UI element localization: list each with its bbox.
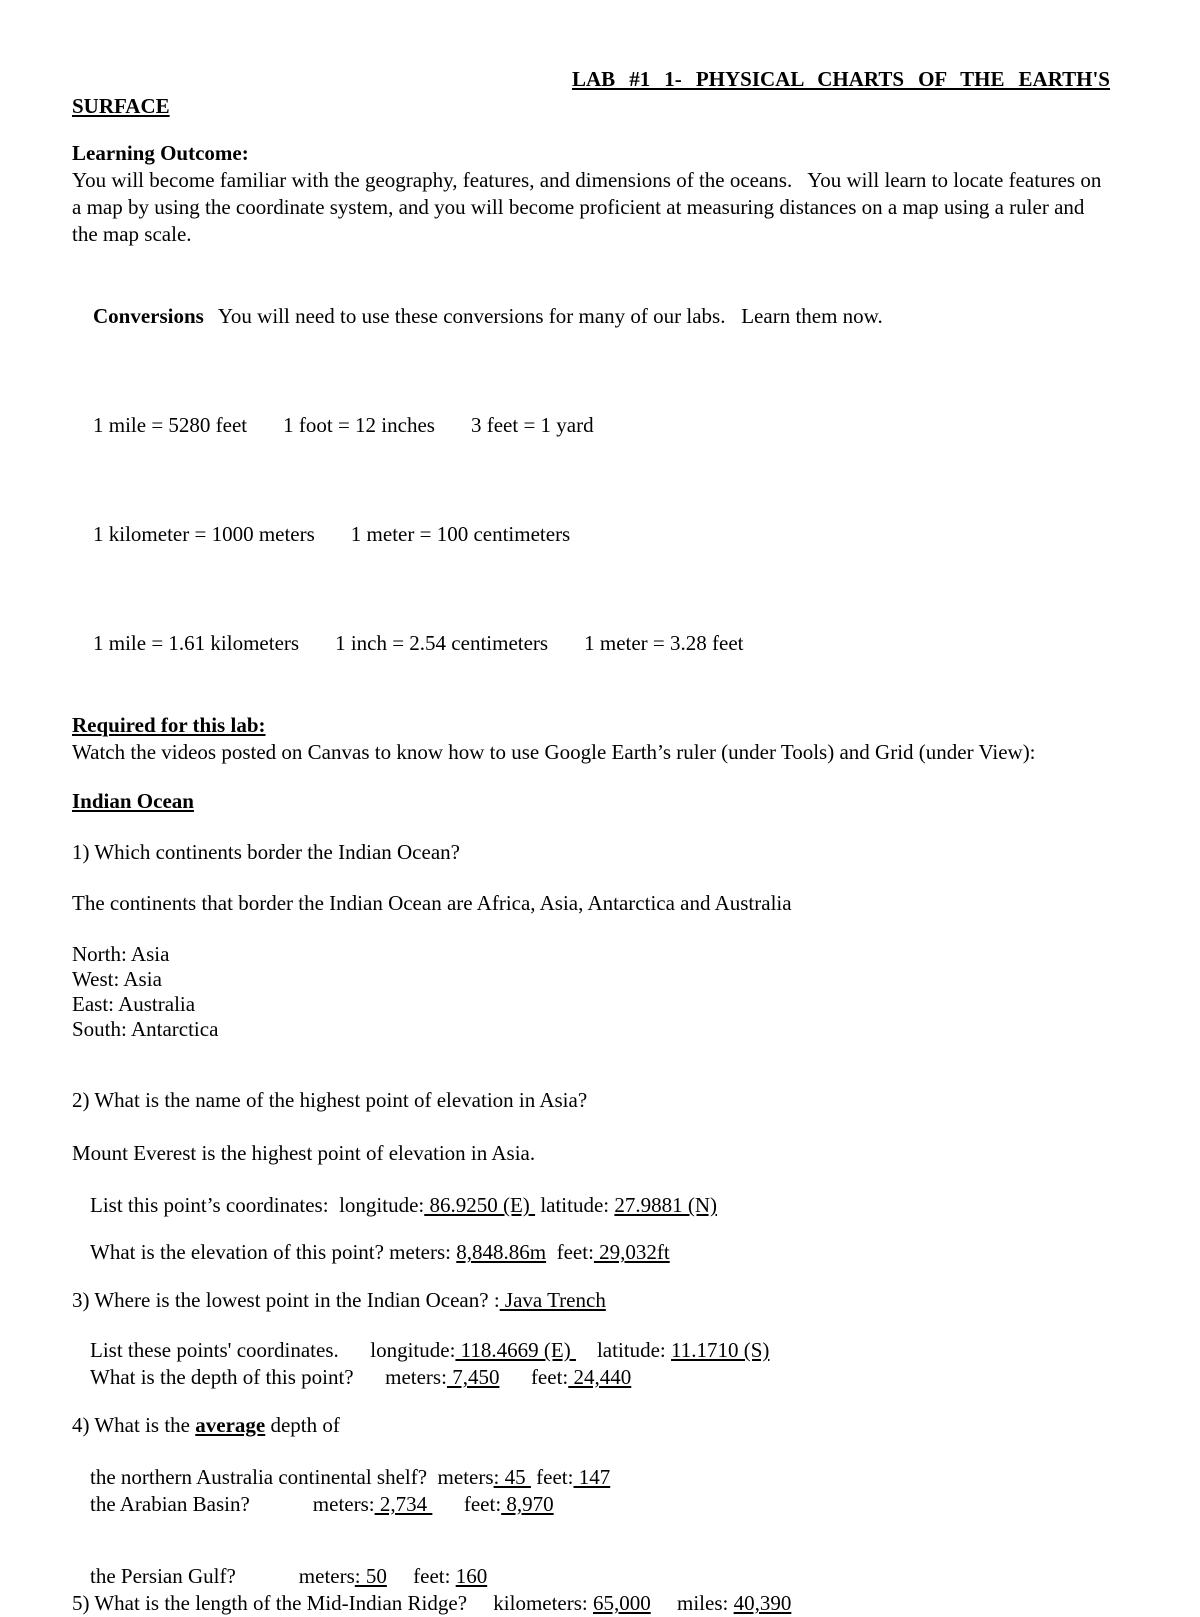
q4-persian-line [72,1563,1110,1590]
conversions-heading-line [72,276,1110,357]
question-text: 3) Where is the lowest point in the Indian Ocean? : [72,1288,500,1312]
answer-text: 147 [573,1465,611,1489]
doc-title-line-2: SURFACE [72,94,170,118]
question-text: the northern Australia continental shelf? meters [90,1465,494,1489]
conversion-item: 1 meter = 3.28 feet [584,631,744,655]
answer-text: 86.9250 (E) [424,1193,536,1217]
conversion-item: 1 meter = 100 centimeters [350,522,571,546]
answer-text: 27.9881 (N) [614,1193,718,1217]
required-heading: Required for this lab: [72,713,266,737]
doc-title-text: LAB #1 1- PHYSICAL CHARTS OF THE EARTH'S [572,67,1110,91]
question-text: the Arabian Basin? meters: [90,1492,375,1516]
question-2: 2) What is the name of the highest point of elevation in Asia? [72,1088,588,1112]
answer-text: 24,440 [568,1365,632,1389]
q3-coordinates-line [72,1337,1110,1364]
q2-coordinates-line [72,1192,1110,1219]
question-text: List this point’s coordinates: longitude: [90,1193,425,1217]
answer-text: 7,450 [446,1365,500,1389]
conversion-item: 1 mile = 5280 feet [93,413,248,437]
q2-answer: Mount Everest is the highest point of elevation in Asia. [72,1141,536,1165]
q4-arabian-line [72,1491,1110,1518]
question-text: 4) What is the [72,1413,196,1437]
answer-text: 2,734 [374,1492,433,1516]
conversion-item: 1 foot = 12 inches [283,413,435,437]
q2-elevation-line [72,1239,1110,1266]
question-text: feet: [499,1365,569,1389]
question-3 [72,1287,1110,1314]
question-4 [72,1412,1110,1439]
question-text: 5) What is the length of the Mid-Indian Ridge? kilometers: [72,1591,594,1615]
conversion-row [72,385,1110,466]
answer-text: Java Trench [499,1288,606,1312]
direction-line-west: West: Asia [72,967,162,991]
answer-text: : 45 [493,1465,531,1489]
answer-text: 65,000 [593,1591,651,1615]
q4-shelf-line [72,1464,1110,1491]
question-text: What is the elevation of this point? meters: [90,1240,457,1264]
conversion-row [72,603,1110,684]
learning-outcome-body: You will become familiar with the geography, features, and dimensions of the oceans. You will learn to locate features on a map by using the coordinate system, and you will become proficient at measuring distances on a map using a ruler and the map scale. [72,168,1107,246]
question-text: miles: [650,1591,734,1615]
question-text: latitude: [535,1193,615,1217]
question-text: the Persian Gulf? meters [90,1564,355,1588]
required-body: Watch the videos posted on Canvas to know how to use Google Earth’s ruler (under Tools) and Grid (under View): [72,740,1036,764]
learning-outcome-heading: Learning Outcome: [72,141,249,165]
q3-depth-line [72,1364,1110,1391]
conversion-item: 1 inch = 2.54 centimeters [335,631,549,655]
question-text: depth of [265,1413,340,1437]
answer-text: 8,848.86m [456,1240,547,1264]
question-text: feet: [432,1492,502,1516]
answer-text: 40,390 [733,1591,792,1615]
question-text: feet: [546,1240,594,1264]
question-text: List these points' coordinates. longitude: [90,1338,456,1362]
conversions-intro: You will need to use these conversions for many of our labs. Learn them now. [217,304,883,328]
q1-answer: The continents that border the Indian Ocean are Africa, Asia, Antarctica and Australia [72,891,792,915]
answer-text: average [195,1413,266,1437]
conversions-heading: Conversions [93,304,204,328]
conversion-item: 3 feet = 1 yard [470,413,594,437]
question-text: What is the depth of this point? meters: [90,1365,447,1389]
conversion-item: 1 mile = 1.61 kilometers [93,631,300,655]
question-text: latitude: [575,1338,672,1362]
question-text: feet: [530,1465,574,1489]
direction-line-north: North: Asia [72,942,170,966]
q1-directions-list [72,942,1110,1042]
answer-text: : 50 [354,1564,387,1588]
conversion-row [72,494,1110,575]
question-5 [72,1590,1110,1617]
doc-title-line-1 [72,66,1110,93]
question-text: feet: [386,1564,456,1588]
conversion-item: 1 kilometer = 1000 meters [93,522,315,546]
answer-text: 11.1710 (S) [671,1338,770,1362]
direction-line-south: South: Antarctica [72,1017,219,1041]
answer-text: 8,970 [501,1492,554,1516]
direction-line-east: East: Australia [72,992,196,1016]
answer-text: 118.4669 (E) [455,1338,576,1362]
answer-text: 29,032ft [593,1240,670,1264]
answer-text: 160 [455,1564,488,1588]
section-heading-indian-ocean: Indian Ocean [72,789,194,813]
question-1: 1) Which continents border the Indian Ocean? [72,840,460,864]
